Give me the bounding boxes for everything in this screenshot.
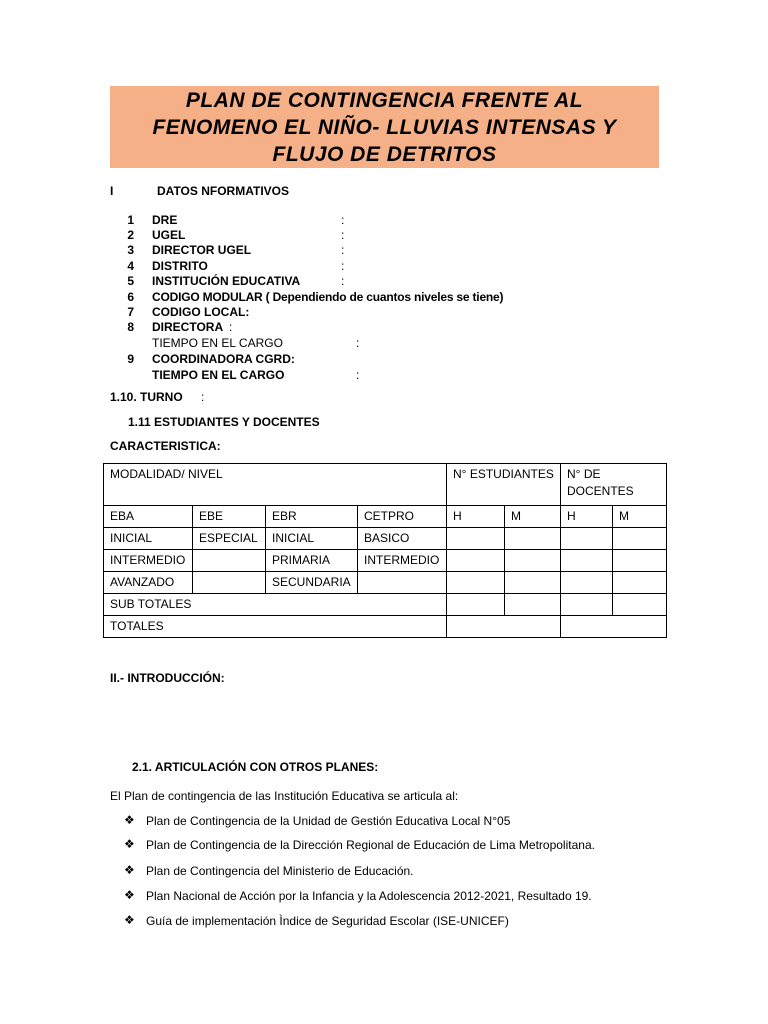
table-cell: AVANZADO — [104, 572, 193, 594]
table-cell — [613, 528, 667, 550]
header-modalidad: MODALIDAD/ NIVEL — [104, 464, 447, 506]
table-cell: INTERMEDIO — [104, 550, 193, 572]
field-colon: : — [229, 320, 233, 334]
field-colon: : — [356, 336, 360, 350]
table-cell — [561, 572, 613, 594]
table-cell — [561, 528, 613, 550]
table-cell — [358, 572, 447, 594]
field-number: 4 — [127, 259, 134, 273]
title-line-1: PLAN DE CONTINGENCIA FRENTE AL — [185, 89, 584, 112]
table-cell — [613, 594, 667, 616]
diamond-bullet-icon: ❖ — [124, 863, 135, 877]
table-row — [104, 550, 667, 572]
table-cell: INICIAL — [266, 528, 358, 550]
list-item-text: Plan Nacional de Acción por la Infancia y la Adolescencia 2012-2021, Resultado 19. — [146, 889, 592, 903]
table-cell: EBA — [104, 506, 193, 528]
articulacion-heading: 2.1. ARTICULACIÓN CON OTROS PLANES: — [132, 760, 379, 774]
subtotales-label: SUB TOTALES — [104, 594, 447, 616]
field-number: 2 — [127, 228, 134, 242]
field-label: INSTITUCIÓN EDUCATIVA — [152, 274, 301, 288]
totales-row — [104, 616, 667, 638]
field-label: COORDINADORA CGRD: — [152, 352, 295, 366]
table-cell — [447, 572, 505, 594]
table-cell: H — [561, 506, 613, 528]
table-cell: SECUNDARIA — [266, 572, 358, 594]
table-row — [104, 506, 667, 528]
estudiantes-docentes-heading: 1.11 ESTUDIANTES Y DOCENTES — [128, 415, 320, 429]
field-label: CODIGO LOCAL: — [152, 305, 250, 319]
diamond-bullet-icon: ❖ — [124, 837, 135, 851]
field-colon: : — [341, 213, 345, 227]
field-number: 8 — [127, 320, 134, 334]
list-item-text: Plan de Contingencia del Ministerio de Educación. — [146, 864, 414, 878]
field-colon: : — [356, 368, 360, 382]
table-cell — [561, 616, 667, 638]
table-cell — [447, 616, 561, 638]
diamond-bullet-icon: ❖ — [124, 888, 135, 902]
estudiantes-docentes-table — [103, 463, 667, 638]
field-label: CODIGO MODULAR ( Dependiendo de cuantos niveles se tiene) — [152, 290, 504, 304]
introduccion-heading: II.- INTRODUCCIÓN: — [110, 671, 225, 685]
table-cell: M — [505, 506, 561, 528]
field-number: 1 — [127, 213, 134, 227]
field-label: DISTRITO — [152, 259, 208, 273]
field-colon: : — [341, 274, 345, 288]
table-cell: M — [613, 506, 667, 528]
field-label: DIRECTORA — [152, 320, 224, 334]
title-line-3: FLUJO DE DETRITOS — [272, 143, 497, 166]
articulacion-paragraph: El Plan de contingencia de las Institución Educativa se articula al: — [110, 789, 459, 803]
field-colon: : — [341, 228, 345, 242]
caracteristica-heading: CARACTERISTICA: — [110, 439, 221, 453]
section-number: I — [110, 184, 114, 198]
field-label: DIRECTOR UGEL — [152, 243, 252, 257]
list-item-text: Guía de implementación Ìndice de Seguridad Escolar (ISE-UNICEF) — [146, 914, 509, 928]
table-cell: INTERMEDIO — [358, 550, 447, 572]
table-cell — [505, 550, 561, 572]
table-cell — [613, 550, 667, 572]
diamond-bullet-icon: ❖ — [124, 913, 135, 927]
table-cell: EBR — [266, 506, 358, 528]
field-number: 9 — [127, 352, 134, 366]
field-number: 7 — [127, 305, 134, 319]
turno-colon: : — [201, 390, 205, 404]
table-cell: BASICO — [358, 528, 447, 550]
table-cell — [193, 572, 266, 594]
header-docentes: N° DE DOCENTES — [561, 464, 667, 506]
table-header-row — [104, 464, 667, 506]
field-number: 5 — [127, 274, 134, 288]
table-cell — [447, 550, 505, 572]
table-cell — [193, 550, 266, 572]
table-cell: INICIAL — [104, 528, 193, 550]
table-cell — [613, 572, 667, 594]
table-cell: EBE — [193, 506, 266, 528]
turno-label: 1.10. TURNO — [110, 390, 183, 404]
list-item-text: Plan de Contingencia de la Unidad de Gestión Educativa Local N°05 — [146, 814, 511, 828]
table-cell: PRIMARIA — [266, 550, 358, 572]
table-cell: H — [447, 506, 505, 528]
table-row — [104, 528, 667, 550]
subtotales-row — [104, 594, 667, 616]
table-row — [104, 572, 667, 594]
totales-label: TOTALES — [104, 616, 447, 638]
field-label: TIEMPO EN EL CARGO — [152, 336, 283, 350]
field-number: 6 — [127, 290, 134, 304]
field-number: 3 — [127, 243, 134, 257]
table-cell — [561, 594, 613, 616]
table-cell: CETPRO — [358, 506, 447, 528]
section-heading: DATOS NFORMATIVOS — [157, 184, 289, 198]
field-colon: : — [341, 243, 345, 257]
table-cell — [447, 594, 505, 616]
field-label: DRE — [152, 213, 178, 227]
table-cell — [505, 572, 561, 594]
table-cell — [447, 528, 505, 550]
table-cell — [561, 550, 613, 572]
title-line-2: FENOMENO EL NIÑO- LLUVIAS INTENSAS Y — [152, 116, 617, 139]
title-banner — [110, 86, 659, 168]
table-cell: ESPECIAL — [193, 528, 266, 550]
header-estudiantes: N° ESTUDIANTES — [447, 464, 561, 506]
diamond-bullet-icon: ❖ — [124, 813, 135, 827]
field-label: TIEMPO EN EL CARGO — [152, 368, 285, 382]
field-label: UGEL — [152, 228, 186, 242]
list-item-text: Plan de Contingencia de la Dirección Regional de Educación de Lima Metropolitana. — [146, 838, 595, 852]
table-cell — [505, 528, 561, 550]
table-cell — [505, 594, 561, 616]
field-colon: : — [341, 259, 345, 273]
